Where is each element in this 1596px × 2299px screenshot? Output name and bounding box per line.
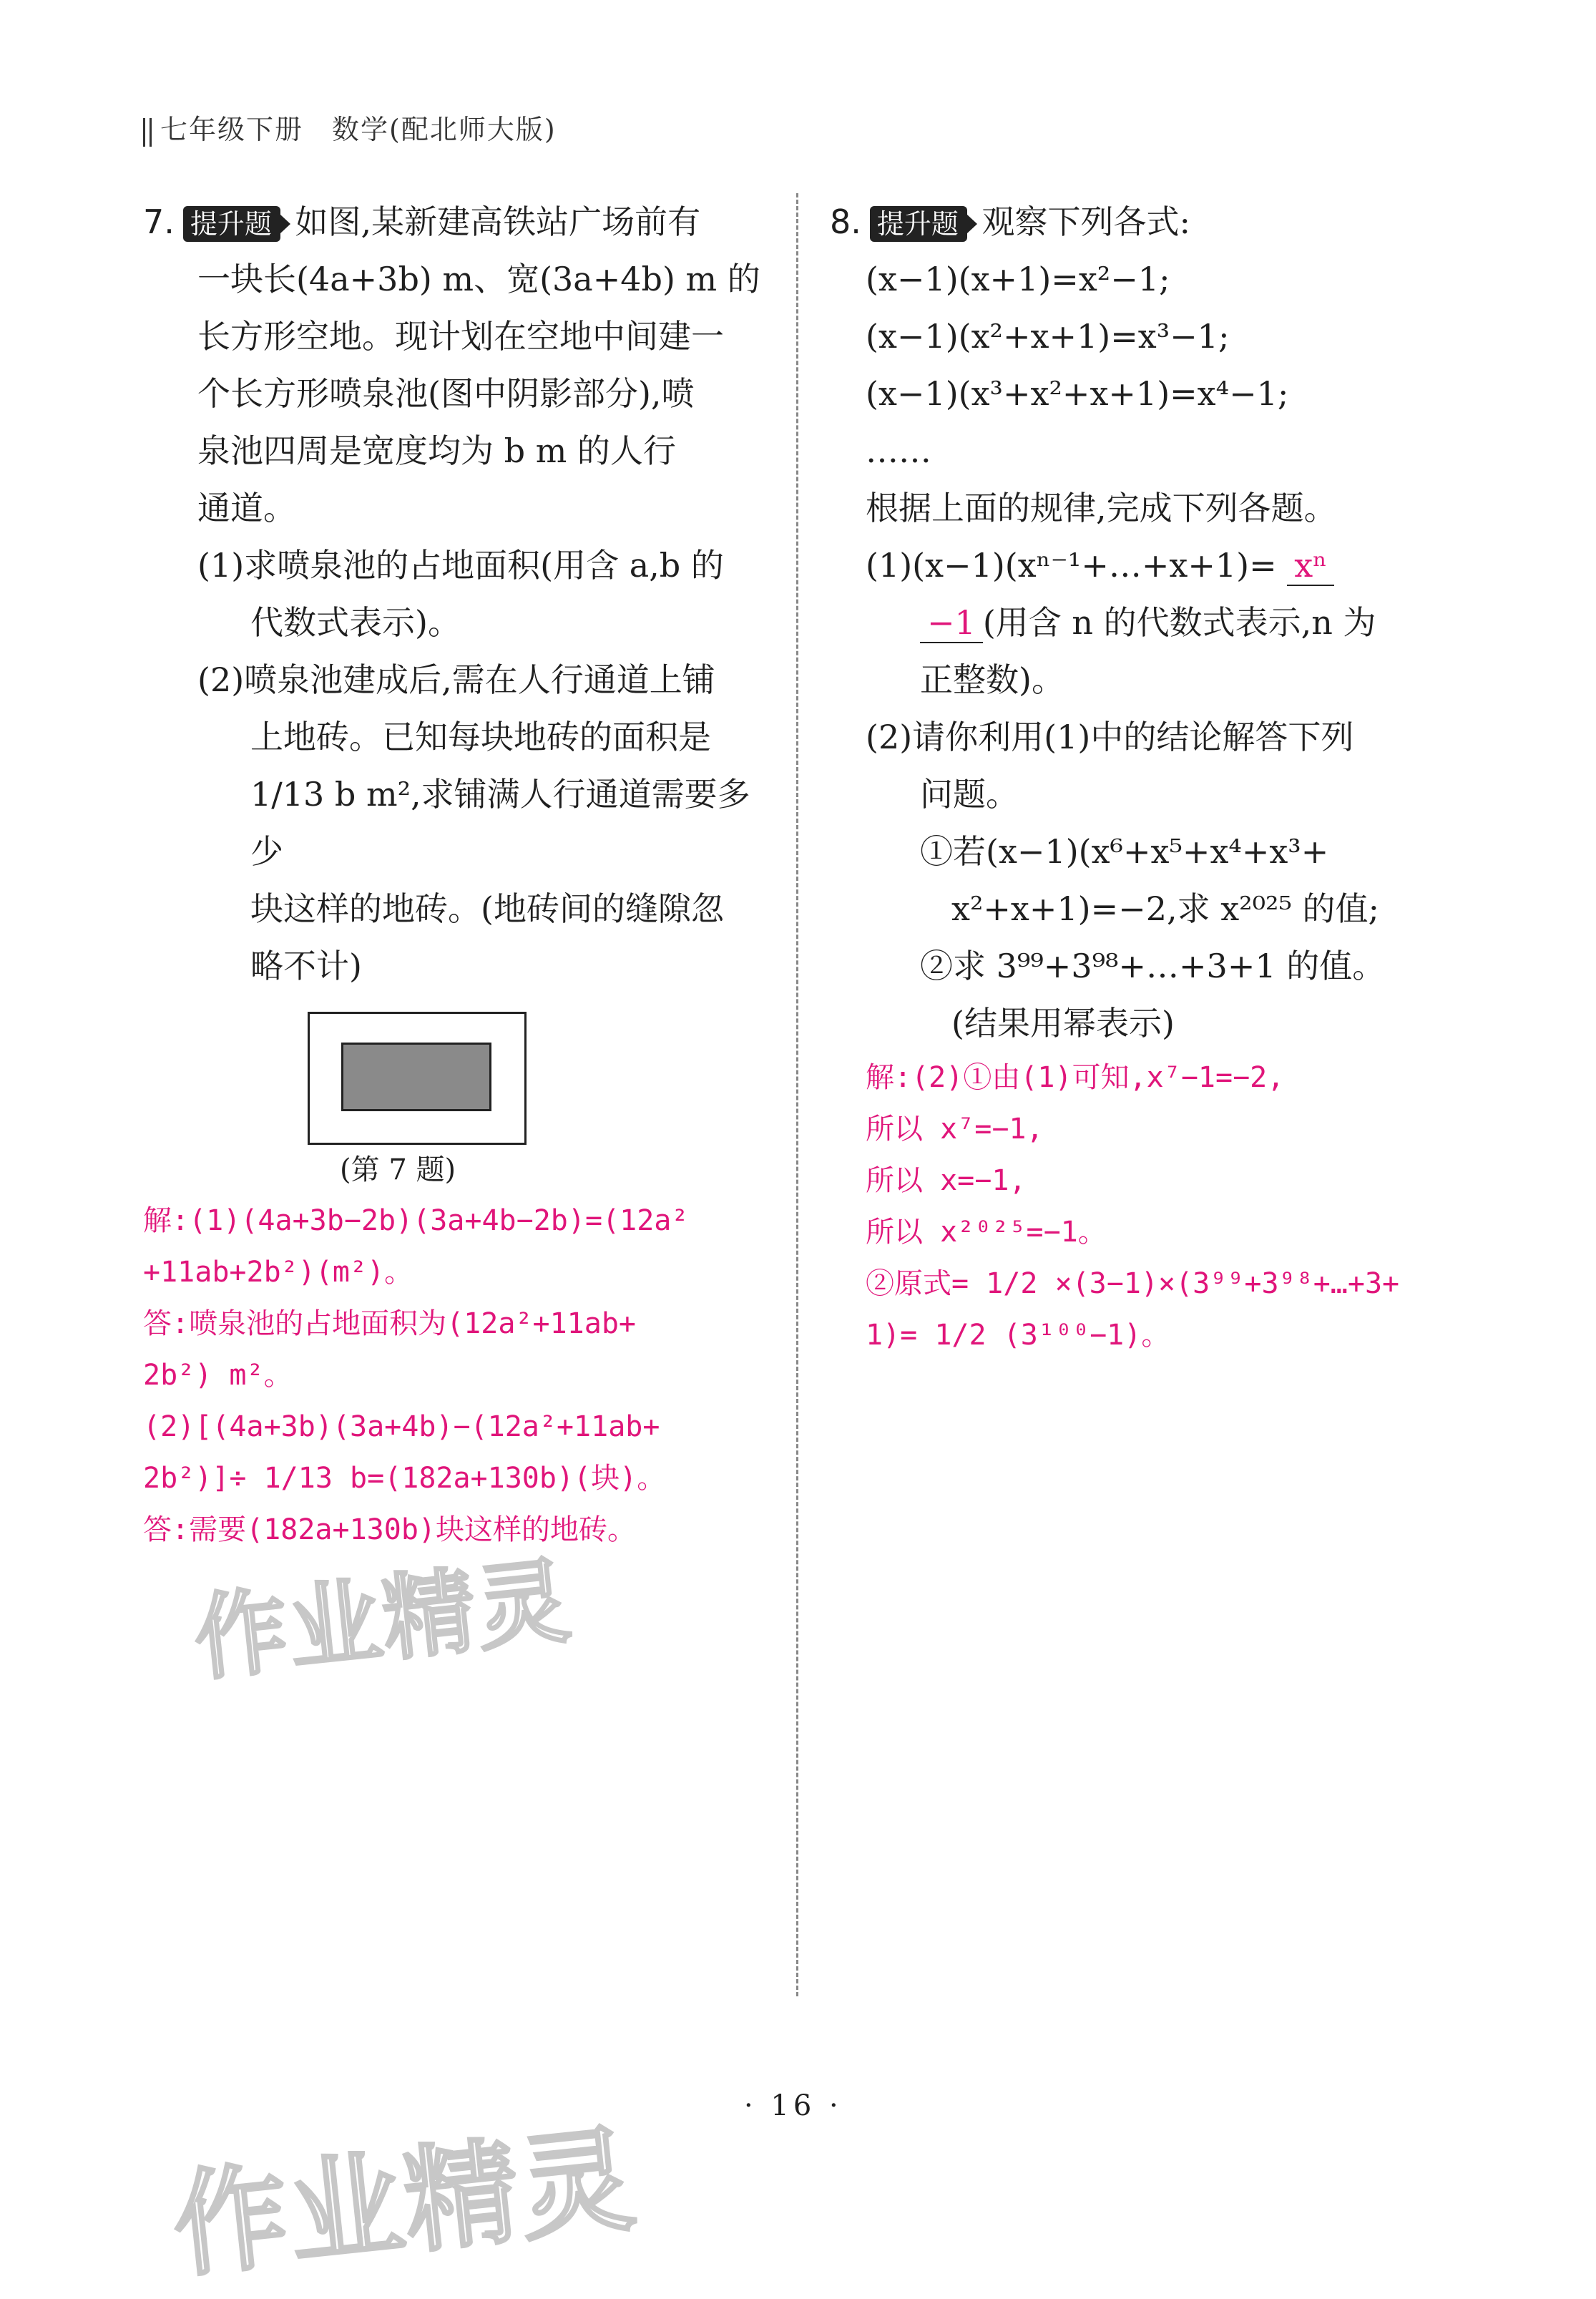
q7-stem-2: 长方形空地。现计划在空地中间建一 bbox=[197, 317, 724, 356]
q8-part2-1: 问题。 bbox=[920, 775, 1019, 814]
q7-answer-line: 2b²)]÷ 1/13 b=(182a+130b)(块)。 bbox=[143, 1462, 666, 1495]
q7-part1-0: (1)求喷泉池的占地面积(用含 a,b 的 bbox=[197, 546, 724, 585]
question-7 bbox=[143, 193, 765, 1556]
q8-sub1-0: ①若(x−1)(x⁶+x⁵+x⁴+x³+ bbox=[920, 832, 1329, 871]
q7-answer-line: (2)[(4a+3b)(3a+4b)−(12a²+11ab+ bbox=[143, 1410, 660, 1443]
q8-instruction: 根据上面的规律,完成下列各题。 bbox=[866, 489, 1337, 527]
watermark-logo-bottom: 作业精灵 bbox=[167, 2112, 642, 2294]
q8-part1-cont bbox=[830, 594, 1452, 651]
q7-stem-4: 泉池四周是宽度均为 b m 的人行 bbox=[197, 431, 676, 470]
q7-answer-line: 2b²) m²。 bbox=[143, 1359, 293, 1392]
watermark-logo: 作业精灵 bbox=[189, 1546, 577, 1694]
q8-answer-line: 所以 x²⁰²⁵=−1。 bbox=[866, 1216, 1107, 1249]
q7-answer-line: +11ab+2b²)(m²)。 bbox=[143, 1256, 413, 1289]
q7-number: 7. bbox=[143, 202, 175, 241]
fountain-figure bbox=[308, 1012, 527, 1145]
q7-tag: 提升题 bbox=[183, 206, 280, 242]
q8-sub1-1: x²+x+1)=−2,求 x²⁰²⁵ 的值; bbox=[951, 889, 1380, 928]
header-text: 七年级下册 数学(配北师大版) bbox=[160, 114, 557, 145]
page-number: · 16 · bbox=[744, 2089, 843, 2122]
q8-sub2-1: (结果用幂表示) bbox=[951, 1004, 1175, 1043]
q8-formula-0: (x−1)(x+1)=x²−1; bbox=[866, 260, 1170, 298]
header-bar bbox=[143, 118, 152, 147]
q7-stem-1: 一块长(4a+3b) m、宽(3a+4b) m 的 bbox=[197, 260, 760, 298]
q7-answer-line: 解:(1)(4a+3b−2b)(3a+4b−2b)=(12a² bbox=[143, 1204, 689, 1237]
page-header bbox=[143, 107, 557, 147]
q8-stem: 观察下列各式: bbox=[981, 202, 1191, 241]
q8-tag: 提升题 bbox=[870, 206, 967, 242]
q8-part1-answer-blank: xⁿ bbox=[1287, 546, 1334, 586]
q8-answer-line: 解:(2)①由(1)可知,x⁷−1=−2, bbox=[866, 1061, 1285, 1094]
q7-part1-1: 代数式表示)。 bbox=[250, 603, 461, 642]
q8-answer bbox=[830, 1052, 1452, 1361]
q8-answer-line: 1)= 1/2 (3¹⁰⁰−1)。 bbox=[866, 1319, 1170, 1352]
q7-answer-line: 答:喷泉池的占地面积为(12a²+11ab+ bbox=[143, 1307, 636, 1340]
question-8 bbox=[830, 193, 1452, 1361]
q7-part2-2: 1/13 b m²,求铺满人行通道需要多少 bbox=[250, 775, 750, 871]
column-divider bbox=[796, 193, 798, 1996]
q7-part2-0: (2)喷泉池建成后,需在人行通道上铺 bbox=[197, 660, 715, 699]
q7-answer-line: 答:需要(182a+130b)块这样的地砖。 bbox=[143, 1513, 636, 1546]
q8-sub2-0: ②求 3⁹⁹+3⁹⁸+…+3+1 的值。 bbox=[920, 947, 1386, 985]
q7-stem-0: 如图,某新建高铁站广场前有 bbox=[295, 202, 701, 241]
q7-part2-3: 块这样的地砖。(地砖间的缝隙忽 bbox=[250, 889, 724, 928]
fountain-pool-shaded bbox=[341, 1043, 491, 1111]
q7-answer bbox=[143, 1195, 765, 1556]
q8-line-0 bbox=[830, 193, 1452, 250]
q7-stem-3: 个长方形喷泉池(图中阴影部分),喷 bbox=[197, 374, 695, 413]
q8-answer-line: 所以 x=−1, bbox=[866, 1164, 1027, 1197]
q8-formula-2: (x−1)(x³+x²+x+1)=x⁴−1; bbox=[866, 374, 1289, 413]
q8-part1-answer-blank-2: −1 bbox=[920, 603, 983, 643]
q7-part2-1: 上地砖。已知每块地砖的面积是 bbox=[250, 718, 711, 756]
figure-caption: (第 7 题) bbox=[340, 1153, 456, 1186]
q8-formula-1: (x−1)(x²+x+1)=x³−1; bbox=[866, 317, 1230, 356]
q8-answer-line: 所以 x⁷=−1, bbox=[866, 1113, 1044, 1146]
q8-answer-line: ②原式= 1/2 ×(3−1)×(3⁹⁹+3⁹⁸+…+3+ bbox=[866, 1267, 1400, 1300]
q8-part2-0: (2)请你利用(1)中的结论解答下列 bbox=[866, 718, 1354, 756]
q7-stem-5: 通道。 bbox=[197, 489, 296, 527]
q8-part1-cont-2: 正整数)。 bbox=[920, 660, 1064, 699]
q8-part1-text: (1)(x−1)(xⁿ⁻¹+…+x+1)= bbox=[866, 546, 1277, 585]
q8-ellipsis: …… bbox=[866, 431, 931, 470]
q8-number: 8. bbox=[830, 202, 861, 241]
q7-line-0 bbox=[143, 193, 765, 250]
q7-part2-4: 略不计) bbox=[250, 947, 362, 985]
q8-part1-text-2: (用含 n 的代数式表示,n 为 bbox=[982, 603, 1376, 642]
q8-part1 bbox=[830, 537, 1452, 594]
